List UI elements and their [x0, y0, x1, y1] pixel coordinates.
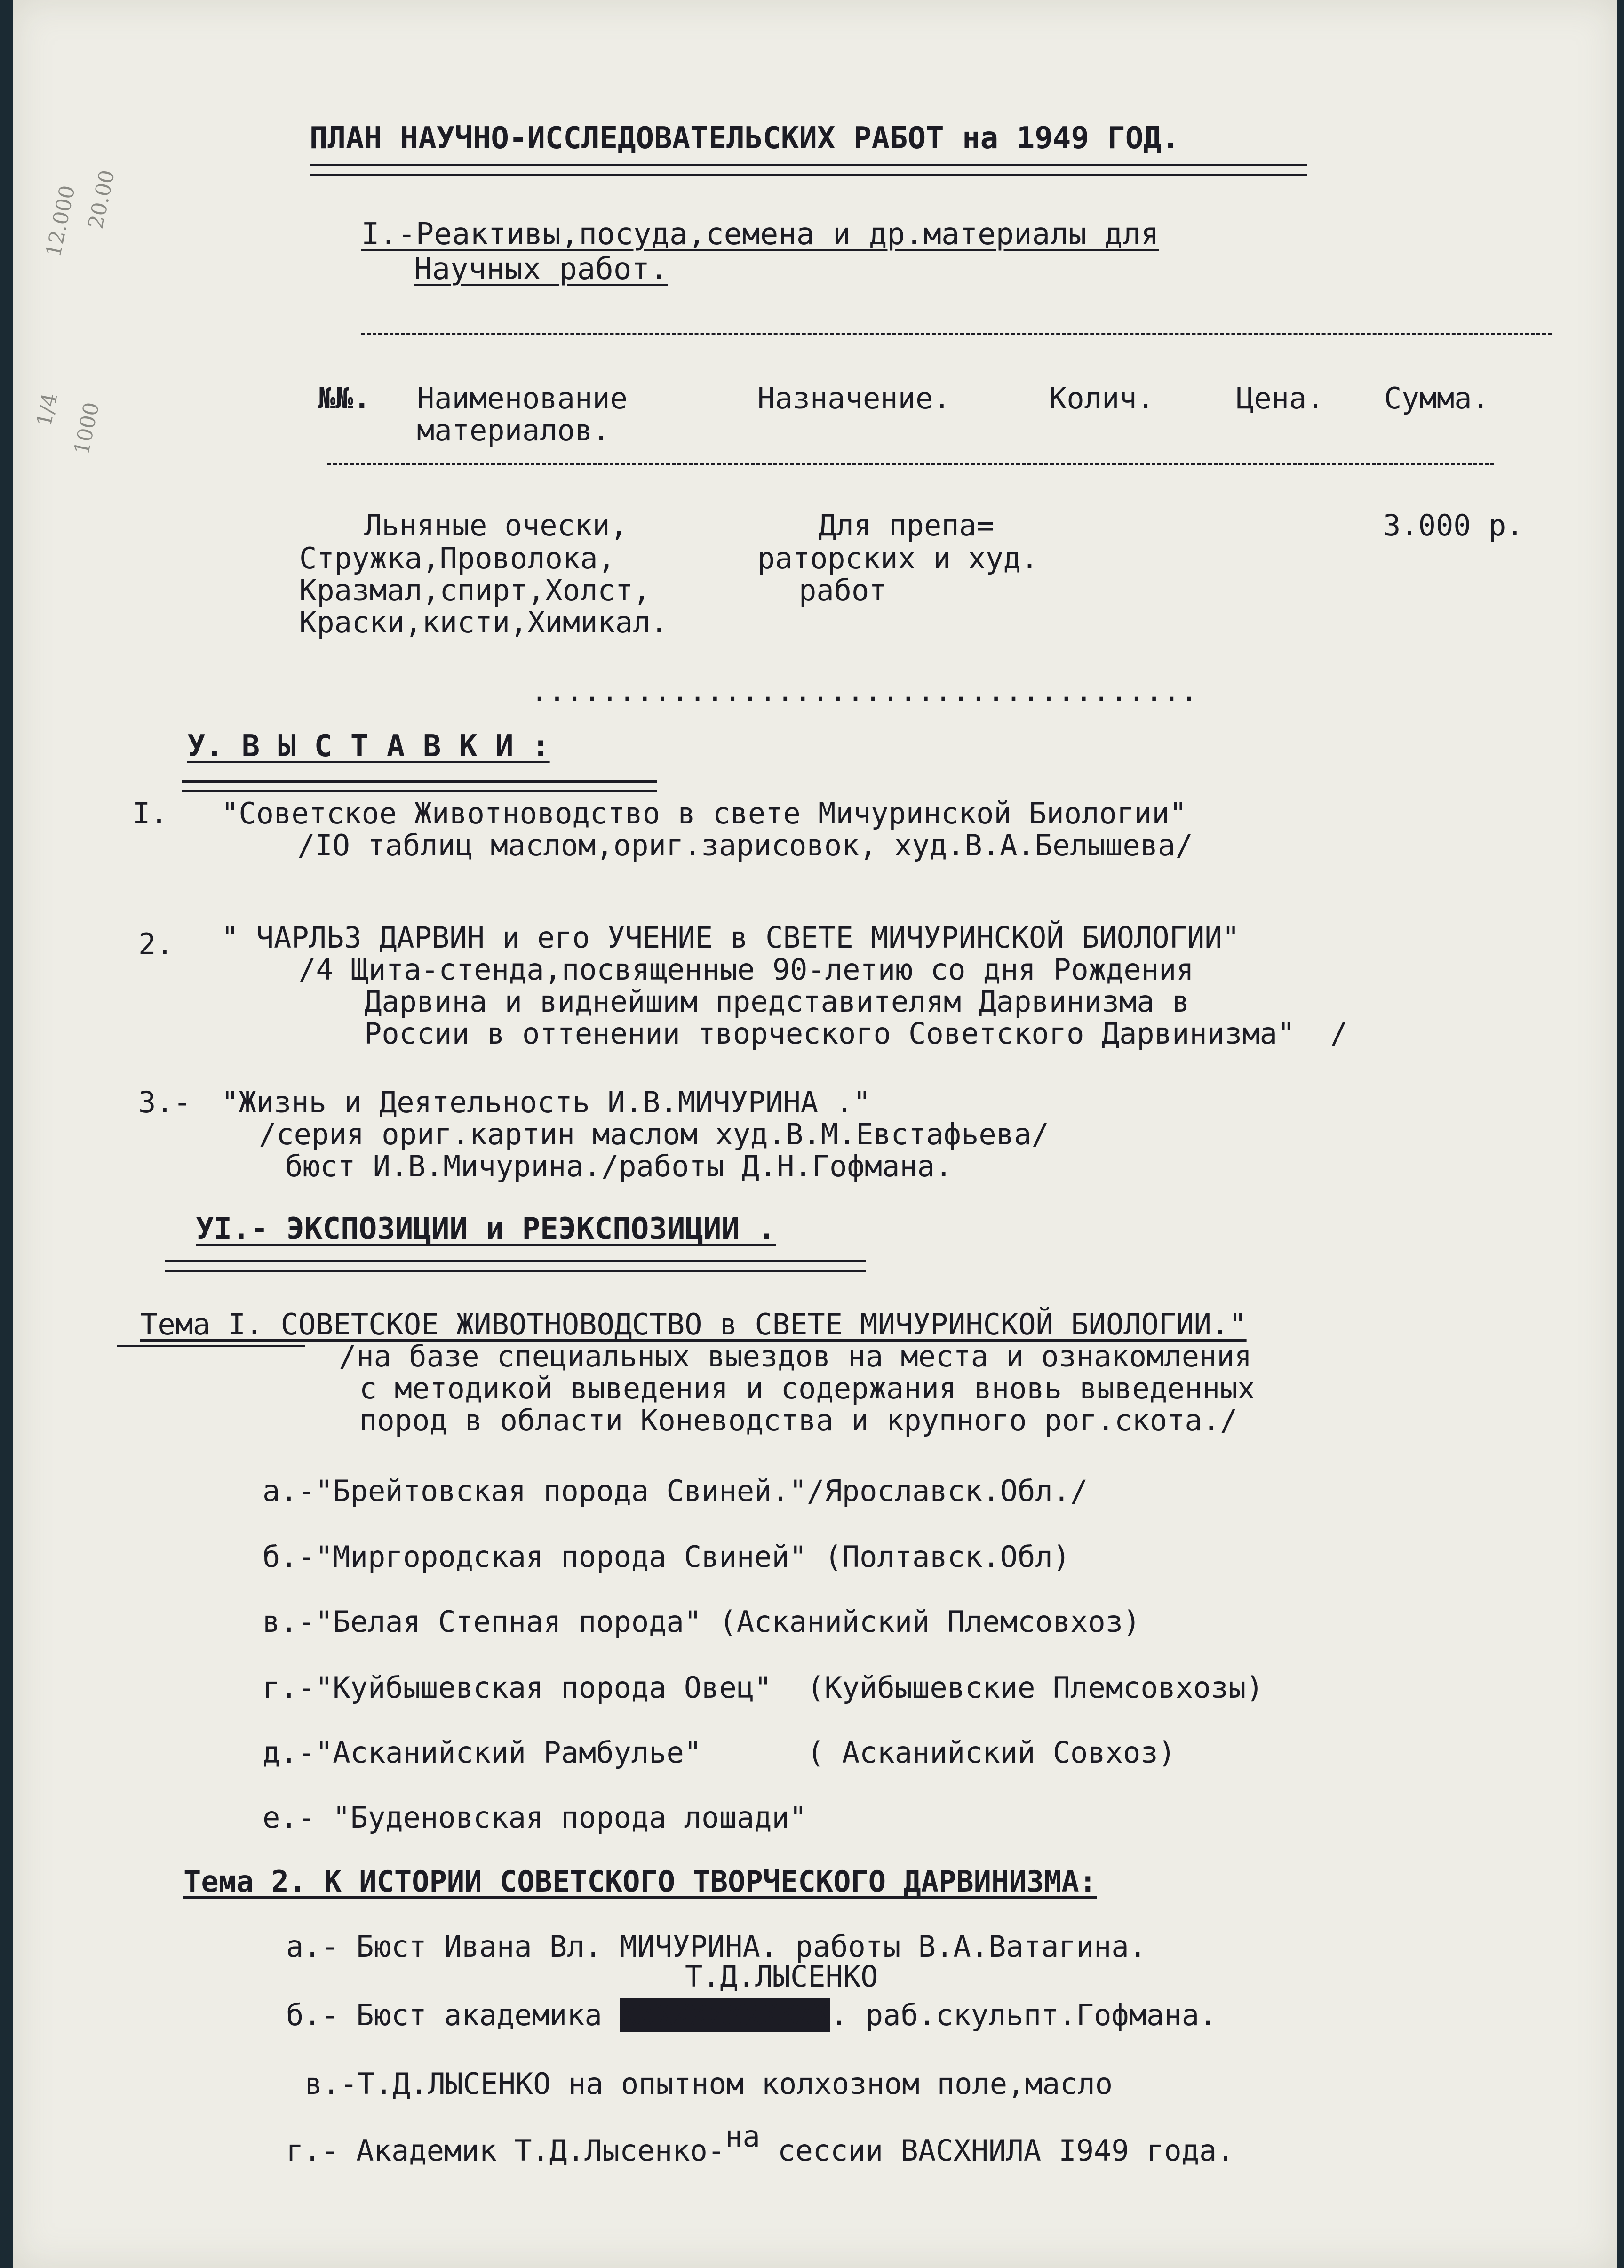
- theme2-title: Тема 2. К ИСТОРИИ СОВЕТСКОГО ТВОРЧЕСКОГО ДАРВИНИЗМА:: [183, 1864, 1097, 1899]
- row-purpose-line1: Для препа=: [819, 508, 995, 543]
- theme2-item-b: [286, 1998, 1217, 2032]
- theme1-item-a: а.-"Брейтовская порода Свиней."/Ярославск.Обл./: [263, 1474, 1088, 1508]
- section1-heading-line1: I.-Реактивы,посуда,семена и др.материалы для: [361, 217, 1159, 252]
- exhibit3-num: 3.-: [138, 1085, 191, 1119]
- document-title: ПЛАН НАУЧНО-ИССЛЕДОВАТЕЛЬСКИХ РАБОТ на 1949 ГОД.: [310, 121, 1180, 156]
- col-name-header-2: материалов.: [417, 413, 610, 447]
- col-name-header-1: Наименование: [417, 381, 628, 415]
- col-sum-header: Сумма.: [1384, 381, 1489, 415]
- theme2-item-d-prefix: г.- Академик Т.Д.Лысенко-: [286, 2133, 725, 2168]
- section1-heading-line2: Научных работ.: [414, 252, 668, 287]
- pencil-note-4: 1000: [70, 400, 104, 457]
- row-name-line1: Льняные очески,: [364, 508, 628, 543]
- exhibit2-line3: Дарвина и виднейшим представителям Дарвинизма в: [364, 984, 1190, 1019]
- theme2-item-d-suffix: сессии ВАСХНИЛА I949 года.: [760, 2133, 1234, 2168]
- table-header-rule: [327, 463, 1494, 465]
- row-name-line3: Кразмал,спирт,Холст,: [299, 573, 651, 607]
- exhibit2-num: 2.: [138, 927, 174, 961]
- theme1-item-f: е.- "Буденовская порода лошади": [263, 1800, 807, 1835]
- row-name-line4: Краски,кисти,Химикал.: [299, 605, 668, 639]
- theme1-item-d: г.-"Куйбышевская порода Овец" (Куйбышевские Племсовхозы): [263, 1670, 1264, 1705]
- col-no-header: №№.: [318, 381, 371, 415]
- exhibit1-line2: /IO таблиц маслом,ориг.зарисовок, худ.В.А.Белышева/: [297, 828, 1193, 862]
- theme1-item-b: б.-"Миргородская порода Свиней" (Полтавск.Обл): [263, 1540, 1071, 1574]
- theme1-title: Тема I. СОВЕТСКОЕ ЖИВОТНОВОДСТВО в СВЕТЕ МИЧУРИНСКОЙ БИОЛОГИИ.": [140, 1307, 1247, 1342]
- exhibit1-line1: "Советское Животноводство в свете Мичуринской Биологии": [221, 796, 1187, 831]
- section5-heading: У. В Ы С Т А В К И :: [187, 729, 550, 764]
- pencil-note-3: 1/4: [32, 391, 63, 429]
- col-purpose-header: Назначение.: [757, 381, 951, 415]
- row-sum: 3.000 р.: [1383, 508, 1524, 543]
- theme2-item-b-insert: Т.Д.ЛЫСЕНКО: [685, 1959, 878, 1994]
- theme1-desc-line2: с методикой выведения и содержания вновь выведенных: [359, 1371, 1255, 1406]
- document-page: [13, 0, 1617, 2268]
- exhibit3-line3: бюст И.В.Мичурина./работы Д.Н.Гофмана.: [285, 1149, 953, 1183]
- title-double-rule: [310, 164, 1307, 176]
- theme1-desc-line3: пород в области Коневодства и крупного рог.скота./: [359, 1403, 1238, 1437]
- theme2-item-d-super: на: [725, 2119, 760, 2154]
- theme2-item-b-suffix: . раб.скульпт.Гофмана.: [830, 1998, 1217, 2032]
- row-purpose-line3: работ: [799, 573, 887, 607]
- exhibit2-line1: " ЧАРЛЬЗ ДАРВИН и его УЧЕНИЕ в СВЕТЕ МИЧУРИНСКОЙ БИОЛОГИИ": [221, 920, 1240, 955]
- col-price-header: Цена.: [1236, 381, 1324, 415]
- section6-double-rule: [165, 1260, 866, 1272]
- theme2-item-b-struck: XXXXXXXXXXXX: [620, 1998, 831, 2032]
- section6-heading: УI.- ЭКСПОЗИЦИИ и РЕЭКСПОЗИЦИИ .: [196, 1212, 776, 1246]
- pencil-note-1: 12.000: [41, 183, 80, 259]
- table-dots: ......................................: [531, 674, 1198, 708]
- theme1-item-c: в.-"Белая Степная порода" (Асканийский Племсовхоз): [263, 1605, 1141, 1639]
- exhibit3-line2: /серия ориг.картин маслом худ.В.М.Евстафьева/: [259, 1117, 1049, 1151]
- exhibit3-line1: "Жизнь и Деятельность И.В.МИЧУРИНА .": [221, 1085, 871, 1119]
- theme1-underline-extension: [117, 1345, 305, 1347]
- theme2-item-b-prefix: б.- Бюст академика: [286, 1998, 620, 2032]
- theme2-item-a: а.- Бюст Ивана Вл. МИЧУРИНА. работы В.А.Ватагина.: [286, 1929, 1147, 1964]
- exhibit1-num: I.: [133, 796, 168, 831]
- theme2-item-d: [286, 2119, 1234, 2168]
- pencil-note-2: 20.00: [84, 168, 120, 231]
- theme2-item-c: в.-Т.Д.ЛЫСЕНКО на опытном колхозном поле,масло: [305, 2067, 1113, 2101]
- exhibit2-line4: России в оттенении творческого Советского Дарвинизма" /: [364, 1016, 1348, 1051]
- row-purpose-line2: раторских и худ.: [757, 541, 1039, 575]
- table-top-rule: [361, 333, 1552, 335]
- section5-double-rule: [182, 780, 657, 792]
- theme1-desc-line1: /на базе специальных выездов на места и ознакомления: [339, 1339, 1252, 1374]
- col-qty-header: Колич.: [1049, 381, 1154, 415]
- exhibit2-line2: /4 Щита-стенда,посвященные 90-летию со дня Рождения: [298, 952, 1194, 987]
- theme1-item-e: д.-"Асканийский Рамбулье" ( Асканийский Совхоз): [263, 1735, 1176, 1770]
- row-name-line2: Стружка,Проволока,: [299, 541, 615, 575]
